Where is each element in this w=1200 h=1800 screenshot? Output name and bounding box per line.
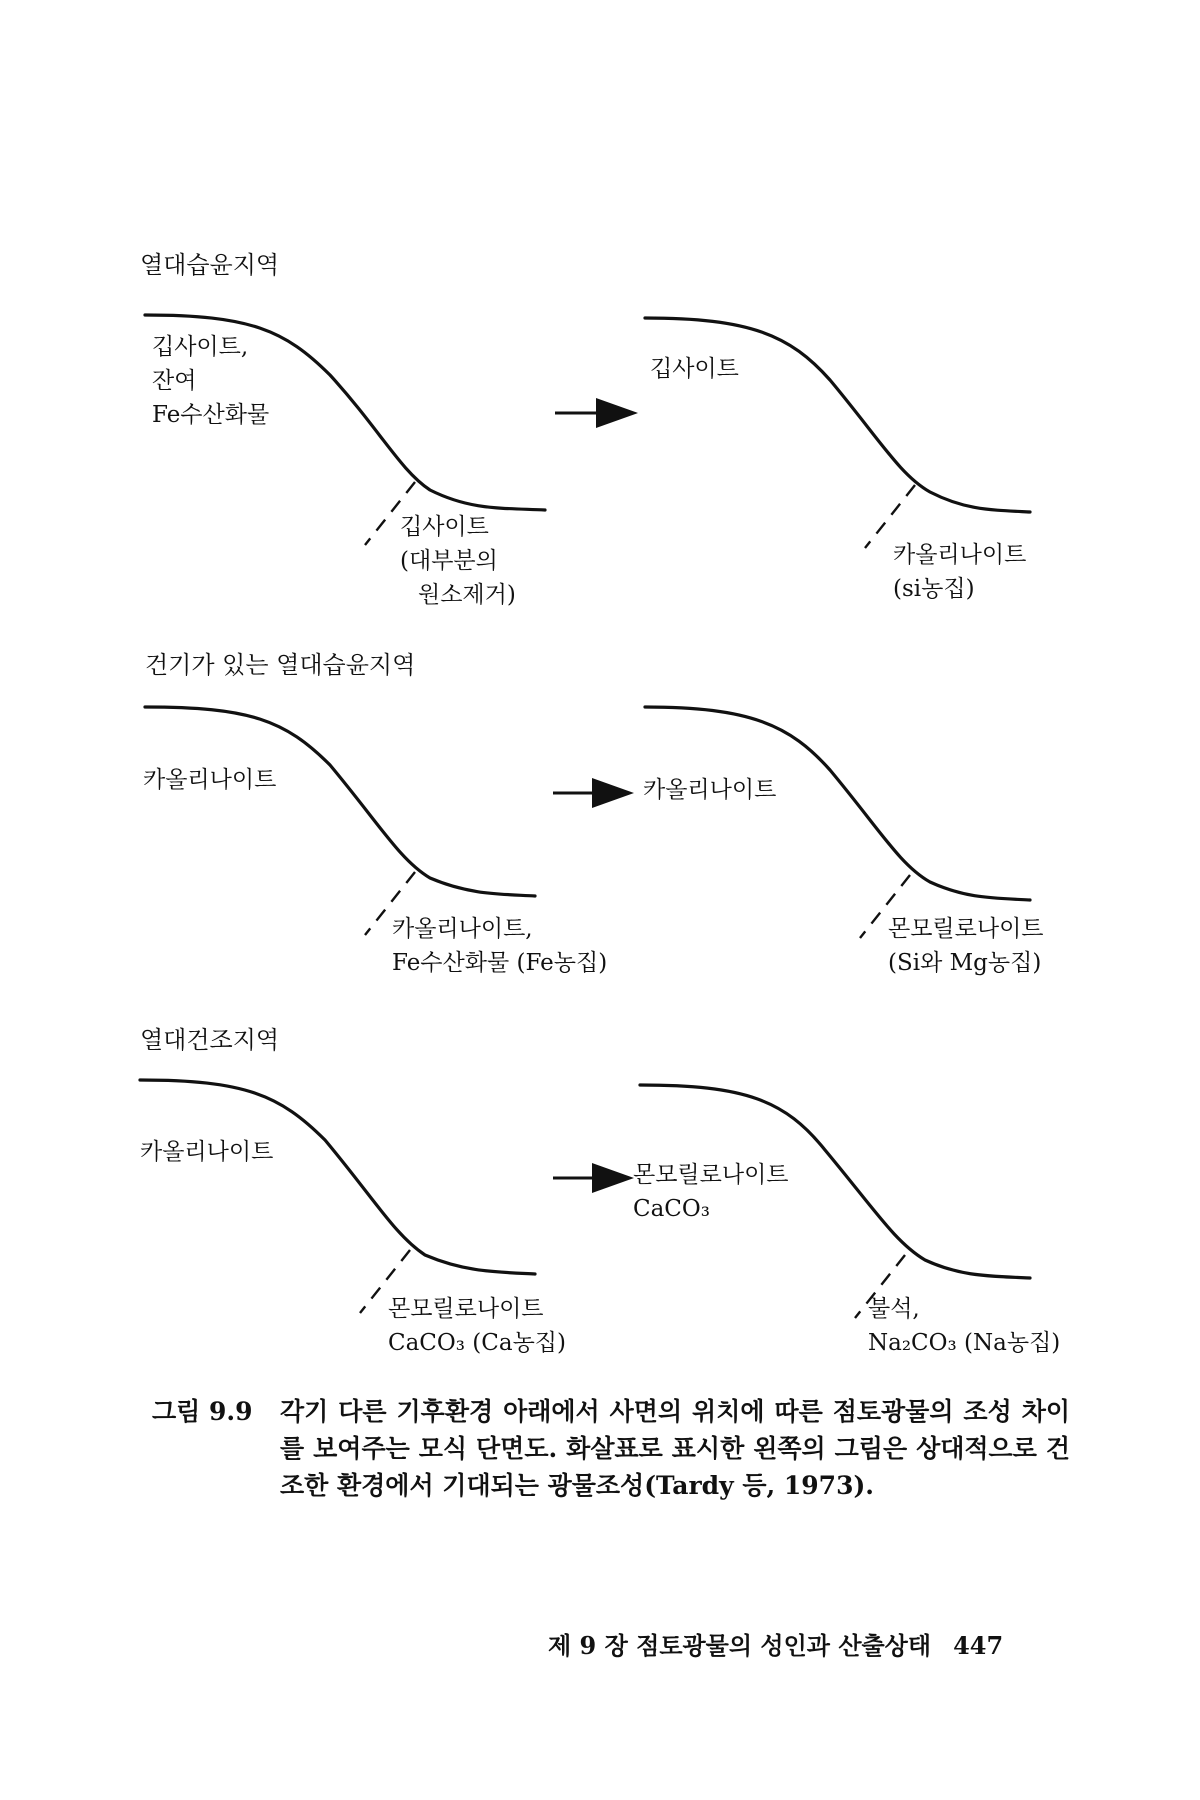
slope-bottom-label xyxy=(868,1292,1060,1360)
label-line: 몬모릴로나이트 xyxy=(888,916,1044,942)
label-line: CaCO₃ xyxy=(633,1196,710,1222)
label-line: 카올리나이트 xyxy=(140,1139,274,1165)
slope-top-label xyxy=(140,1135,273,1169)
section-title: 건기가 있는 열대습윤지역 xyxy=(145,651,416,679)
label-line: 깁사이트, xyxy=(152,334,249,360)
label-line: CaCO₃ (Ca농집) xyxy=(388,1330,566,1356)
label-line: 카올리나이트, xyxy=(392,916,533,942)
slope-top-label xyxy=(633,1158,789,1226)
caption-text: 각기 다른 기후환경 아래에서 사면의 위치에 따른 점토광물의 조성 차이를 보여주는 모식 단면도. 화살표로 표시한 왼쪽의 그림은 상대적으로 건조한 환경에서 기대되는 광물조성(Tardy 등, 1973). xyxy=(280,1397,1070,1500)
section-title: 열대습윤지역 xyxy=(140,251,280,279)
slope-bottom-label xyxy=(888,912,1044,980)
label-line: (대부분의 xyxy=(400,548,498,574)
label-line: 깁사이트 xyxy=(400,514,489,540)
label-line: 카올리나이트 xyxy=(143,767,277,793)
slope-top-label xyxy=(650,352,739,386)
label-line: Fe수산화물 (Fe농집) xyxy=(392,950,608,976)
slope-bottom-label xyxy=(400,510,516,612)
chapter-title: 제 9 장 점토광물의 성인과 산출상태 xyxy=(548,1631,932,1660)
slope-top-label xyxy=(643,773,776,807)
label-line: (Si와 Mg농집) xyxy=(888,950,1042,976)
page-footer xyxy=(548,1626,1003,1661)
label-line: (si농집) xyxy=(893,576,975,602)
slope-curve xyxy=(140,1080,535,1274)
slope-bottom-label xyxy=(392,912,607,980)
label-line: 불석, xyxy=(868,1296,920,1322)
label-line: 카올리나이트 xyxy=(643,777,777,803)
section-title: 열대건조지역 xyxy=(140,1026,280,1054)
slope-curve xyxy=(145,707,535,896)
label-line: Na₂CO₃ (Na농집) xyxy=(868,1330,1061,1356)
page-number: 447 xyxy=(953,1631,1004,1660)
label-line: 깁사이트 xyxy=(650,356,739,382)
label-line: 몬모릴로나이트 xyxy=(633,1162,789,1188)
label-line: 몬모릴로나이트 xyxy=(388,1296,544,1322)
slope-bottom-label xyxy=(388,1292,566,1360)
label-line: 카올리나이트 xyxy=(893,542,1027,568)
label-line: Fe수산화물 xyxy=(152,402,270,428)
slope-curve xyxy=(645,318,1030,512)
slope-bottom-label xyxy=(893,538,1026,606)
label-line: 원소제거) xyxy=(418,582,516,608)
slope-top-label xyxy=(143,763,276,797)
caption-label: 그림 9.9 xyxy=(152,1397,253,1426)
slope-top-label xyxy=(152,330,269,432)
label-line: 잔여 xyxy=(152,368,197,394)
